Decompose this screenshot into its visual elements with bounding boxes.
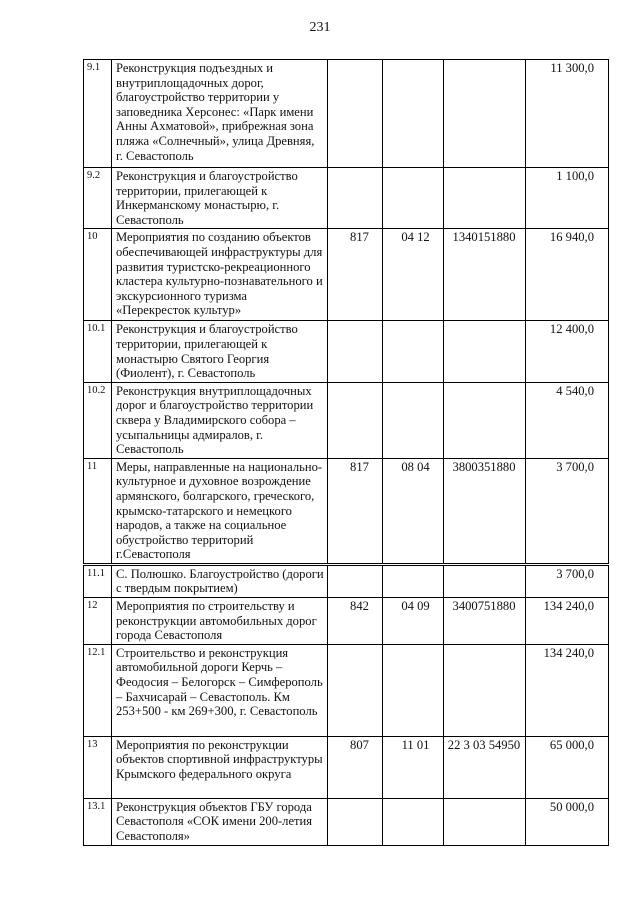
table-row	[84, 736, 609, 798]
section-code-cell: 04 09	[383, 598, 444, 645]
event-name-cell: Мероприятия по реконструкции объектов спортивной инфраструктуры Крымского федерального округа	[112, 736, 328, 798]
grbs-code-cell: 807	[328, 736, 383, 798]
target-code-cell	[444, 644, 526, 736]
row-number-cell: 11.1	[84, 564, 112, 597]
grbs-code-cell	[328, 382, 383, 458]
table-row	[84, 60, 609, 168]
table-row	[84, 229, 609, 321]
target-code-cell	[444, 564, 526, 597]
amount-cell: 50 000,0	[526, 798, 609, 845]
amount-cell: 4 540,0	[526, 382, 609, 458]
target-code-cell: 3400751880	[444, 598, 526, 645]
page-number: 231	[309, 20, 331, 35]
target-code-cell: 3800351880	[444, 458, 526, 564]
table-row	[84, 382, 609, 458]
section-code-cell: 04 12	[383, 229, 444, 321]
grbs-code-cell	[328, 321, 383, 382]
table-row	[84, 598, 609, 645]
section-code-cell	[383, 798, 444, 845]
section-code-cell	[383, 644, 444, 736]
event-name-cell: Реконструкция и благоустройство территории, прилегающей к Инкерманскому монастырю, г. Севастополь	[112, 168, 328, 229]
section-code-cell	[383, 564, 444, 597]
section-code-cell	[383, 168, 444, 229]
event-name-cell: Реконструкция и благоустройство территории, прилегающей к монастырю Святого Георгия (Фиолент), г. Севастополь	[112, 321, 328, 382]
target-code-cell	[444, 168, 526, 229]
section-code-cell	[383, 60, 444, 168]
grbs-code-cell: 817	[328, 458, 383, 564]
target-code-cell	[444, 321, 526, 382]
table-row	[84, 564, 609, 597]
event-name-cell: Реконструкция объектов ГБУ города Севастополя «СОК имени 200-летия Севастополя»	[112, 798, 328, 845]
row-number-cell: 10.2	[84, 382, 112, 458]
section-code-cell: 11 01	[383, 736, 444, 798]
grbs-code-cell: 817	[328, 229, 383, 321]
event-name-cell: Меры, направленные на национально-культурное и духовное возрождение армянского, болгарского, греческого, крымско-татарского и немецкого народов, а также на социальное обустройство территорий г.Севастополя	[112, 458, 328, 564]
amount-cell: 65 000,0	[526, 736, 609, 798]
amount-cell: 3 700,0	[526, 564, 609, 597]
event-name-cell: Строительство и реконструкция автомобильной дороги Керчь – Феодосия – Белогорск – Симферополь – Бахчисарай – Севастополь. Км 253+500 - км 269+300, г. Севастополь	[112, 644, 328, 736]
row-number-cell: 11	[84, 458, 112, 564]
table-row	[84, 321, 609, 382]
table-row	[84, 798, 609, 845]
table-row	[84, 458, 609, 564]
target-code-cell: 22 3 03 54950	[444, 736, 526, 798]
row-number-cell: 13	[84, 736, 112, 798]
target-code-cell	[444, 60, 526, 168]
section-code-cell: 08 04	[383, 458, 444, 564]
amount-cell: 134 240,0	[526, 644, 609, 736]
row-number-cell: 10	[84, 229, 112, 321]
event-name-cell: Мероприятия по строительству и реконструкции автомобильных дорог города Севастополя	[112, 598, 328, 645]
grbs-code-cell: 842	[328, 598, 383, 645]
budget-table	[83, 59, 609, 846]
row-number-cell: 10.1	[84, 321, 112, 382]
table-row	[84, 168, 609, 229]
event-name-cell: Мероприятия по созданию объектов обеспечивающей инфраструктуры для развития туристско-рекреационного кластера культурно-познавательного и экскурсионного туризма «Перекресток культур»	[112, 229, 328, 321]
event-name-cell: С. Полюшко. Благоустройство (дороги с твердым покрытием)	[112, 564, 328, 597]
row-number-cell: 9.2	[84, 168, 112, 229]
section-code-cell	[383, 321, 444, 382]
amount-cell: 134 240,0	[526, 598, 609, 645]
grbs-code-cell	[328, 798, 383, 845]
grbs-code-cell	[328, 564, 383, 597]
event-name-cell: Реконструкция подъездных и внутриплощадочных дорог, благоустройство территории у заповедника Херсонес: «Парк имени Анны Ахматовой», прибрежная зона пляжа «Солнечный», улица Древняя, г. Севастополь	[112, 60, 328, 168]
amount-cell: 11 300,0	[526, 60, 609, 168]
table-row	[84, 644, 609, 736]
amount-cell: 3 700,0	[526, 458, 609, 564]
grbs-code-cell	[328, 60, 383, 168]
row-number-cell: 9.1	[84, 60, 112, 168]
amount-cell: 12 400,0	[526, 321, 609, 382]
amount-cell: 1 100,0	[526, 168, 609, 229]
grbs-code-cell	[328, 644, 383, 736]
target-code-cell: 1340151880	[444, 229, 526, 321]
event-name-cell: Реконструкция внутриплощадочных дорог и благоустройство территории сквера у Владимирского собора – усыпальницы адмиралов, г. Севастополь	[112, 382, 328, 458]
grbs-code-cell	[328, 168, 383, 229]
row-number-cell: 13.1	[84, 798, 112, 845]
row-number-cell: 12	[84, 598, 112, 645]
section-code-cell	[383, 382, 444, 458]
amount-cell: 16 940,0	[526, 229, 609, 321]
target-code-cell	[444, 382, 526, 458]
row-number-cell: 12.1	[84, 644, 112, 736]
target-code-cell	[444, 798, 526, 845]
